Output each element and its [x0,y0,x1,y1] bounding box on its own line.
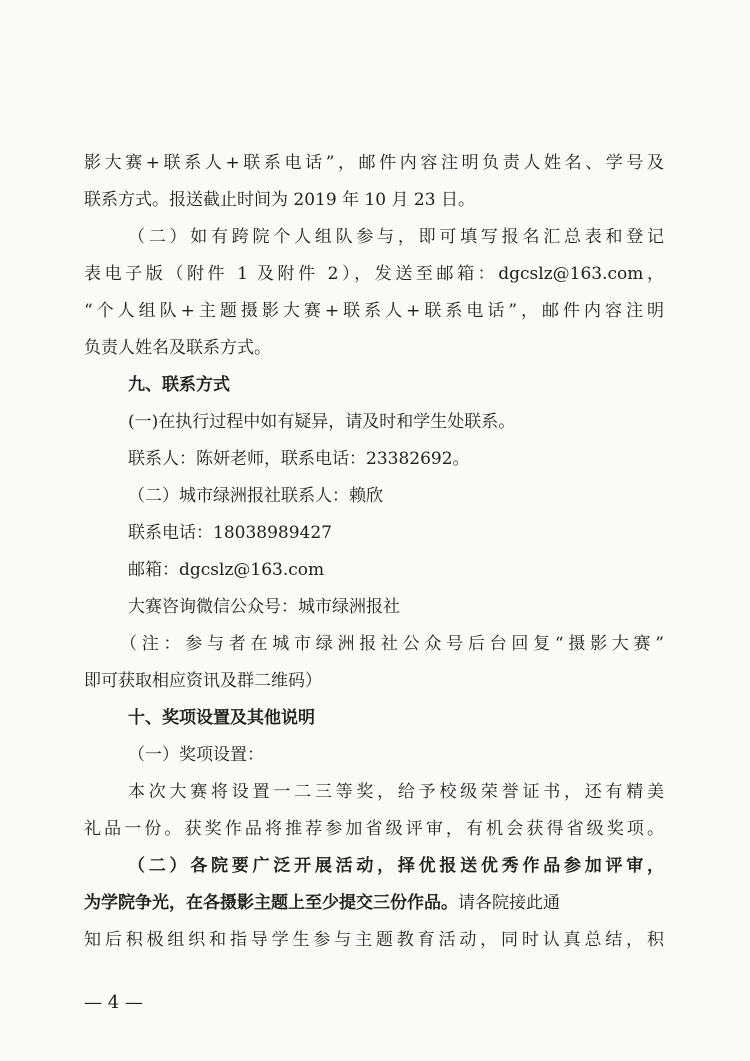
paragraph-line: “个人组队+主题摄影大赛+联系人+联系电话”，邮件内容注明 [84,301,664,321]
paragraph-line: 礼品一份。获奖作品将推荐参加省级评审，有机会获得省级奖项。 [84,819,664,839]
paragraph-line: （二）如有跨院个人组队参与，即可填写报名汇总表和登记 [128,227,664,247]
paragraph-line-bold [84,892,560,914]
section-heading-contact: 九、联系方式 [128,375,230,395]
bold-text: 为学院争光，在各摄影主题上至少提交三份作品。 [84,893,458,913]
paragraph-line: 影大赛+联系人+联系电话”，邮件内容注明负责人姓名、学号及 [84,153,664,173]
paragraph-line: 知后积极组织和指导学生参与主题教育活动，同时认真总结，积 [84,930,664,950]
paragraph-line: （二）城市绿洲报社联系人：赖欣 [128,486,383,506]
paragraph-line-bold: （二）各院要广泛开展活动，择优报送优秀作品参加评审， [128,856,664,876]
paragraph-line: 邮箱：dgcslz@163.com [128,560,325,580]
paragraph-line: 即可获取相应资讯及群二维码） [84,671,322,691]
paragraph-line: 大赛咨询微信公众号：城市绿洲报社 [128,597,400,617]
paragraph-line: 联系方式。报送截止时间为 2019 年 10 月 23 日。 [84,190,475,210]
paragraph-line: 负责人姓名及联系方式。 [84,338,271,358]
paragraph-line: 表电子版（附件 1 及附件 2），发送至邮箱：dgcslz@163.com， [84,264,664,284]
paragraph-line: 联系电话：18038989427 [128,523,332,543]
page-number: — 4 — [84,992,143,1013]
paragraph-line: 联系人：陈妍老师，联系电话：23382692。 [128,449,470,469]
paragraph-line: (一)在执行过程中如有疑异，请及时和学生处联系。 [128,412,516,432]
paragraph-line: （注：参与者在城市绿洲报社公众号后台回复“摄影大赛” [120,634,664,654]
normal-text: 请各院接此通 [458,893,560,913]
paragraph-line: 本次大赛将设置一二三等奖，给予校级荣誉证书，还有精美 [128,782,664,802]
section-heading-awards: 十、奖项设置及其他说明 [128,708,315,728]
paragraph-line: （一）奖项设置： [128,745,264,765]
